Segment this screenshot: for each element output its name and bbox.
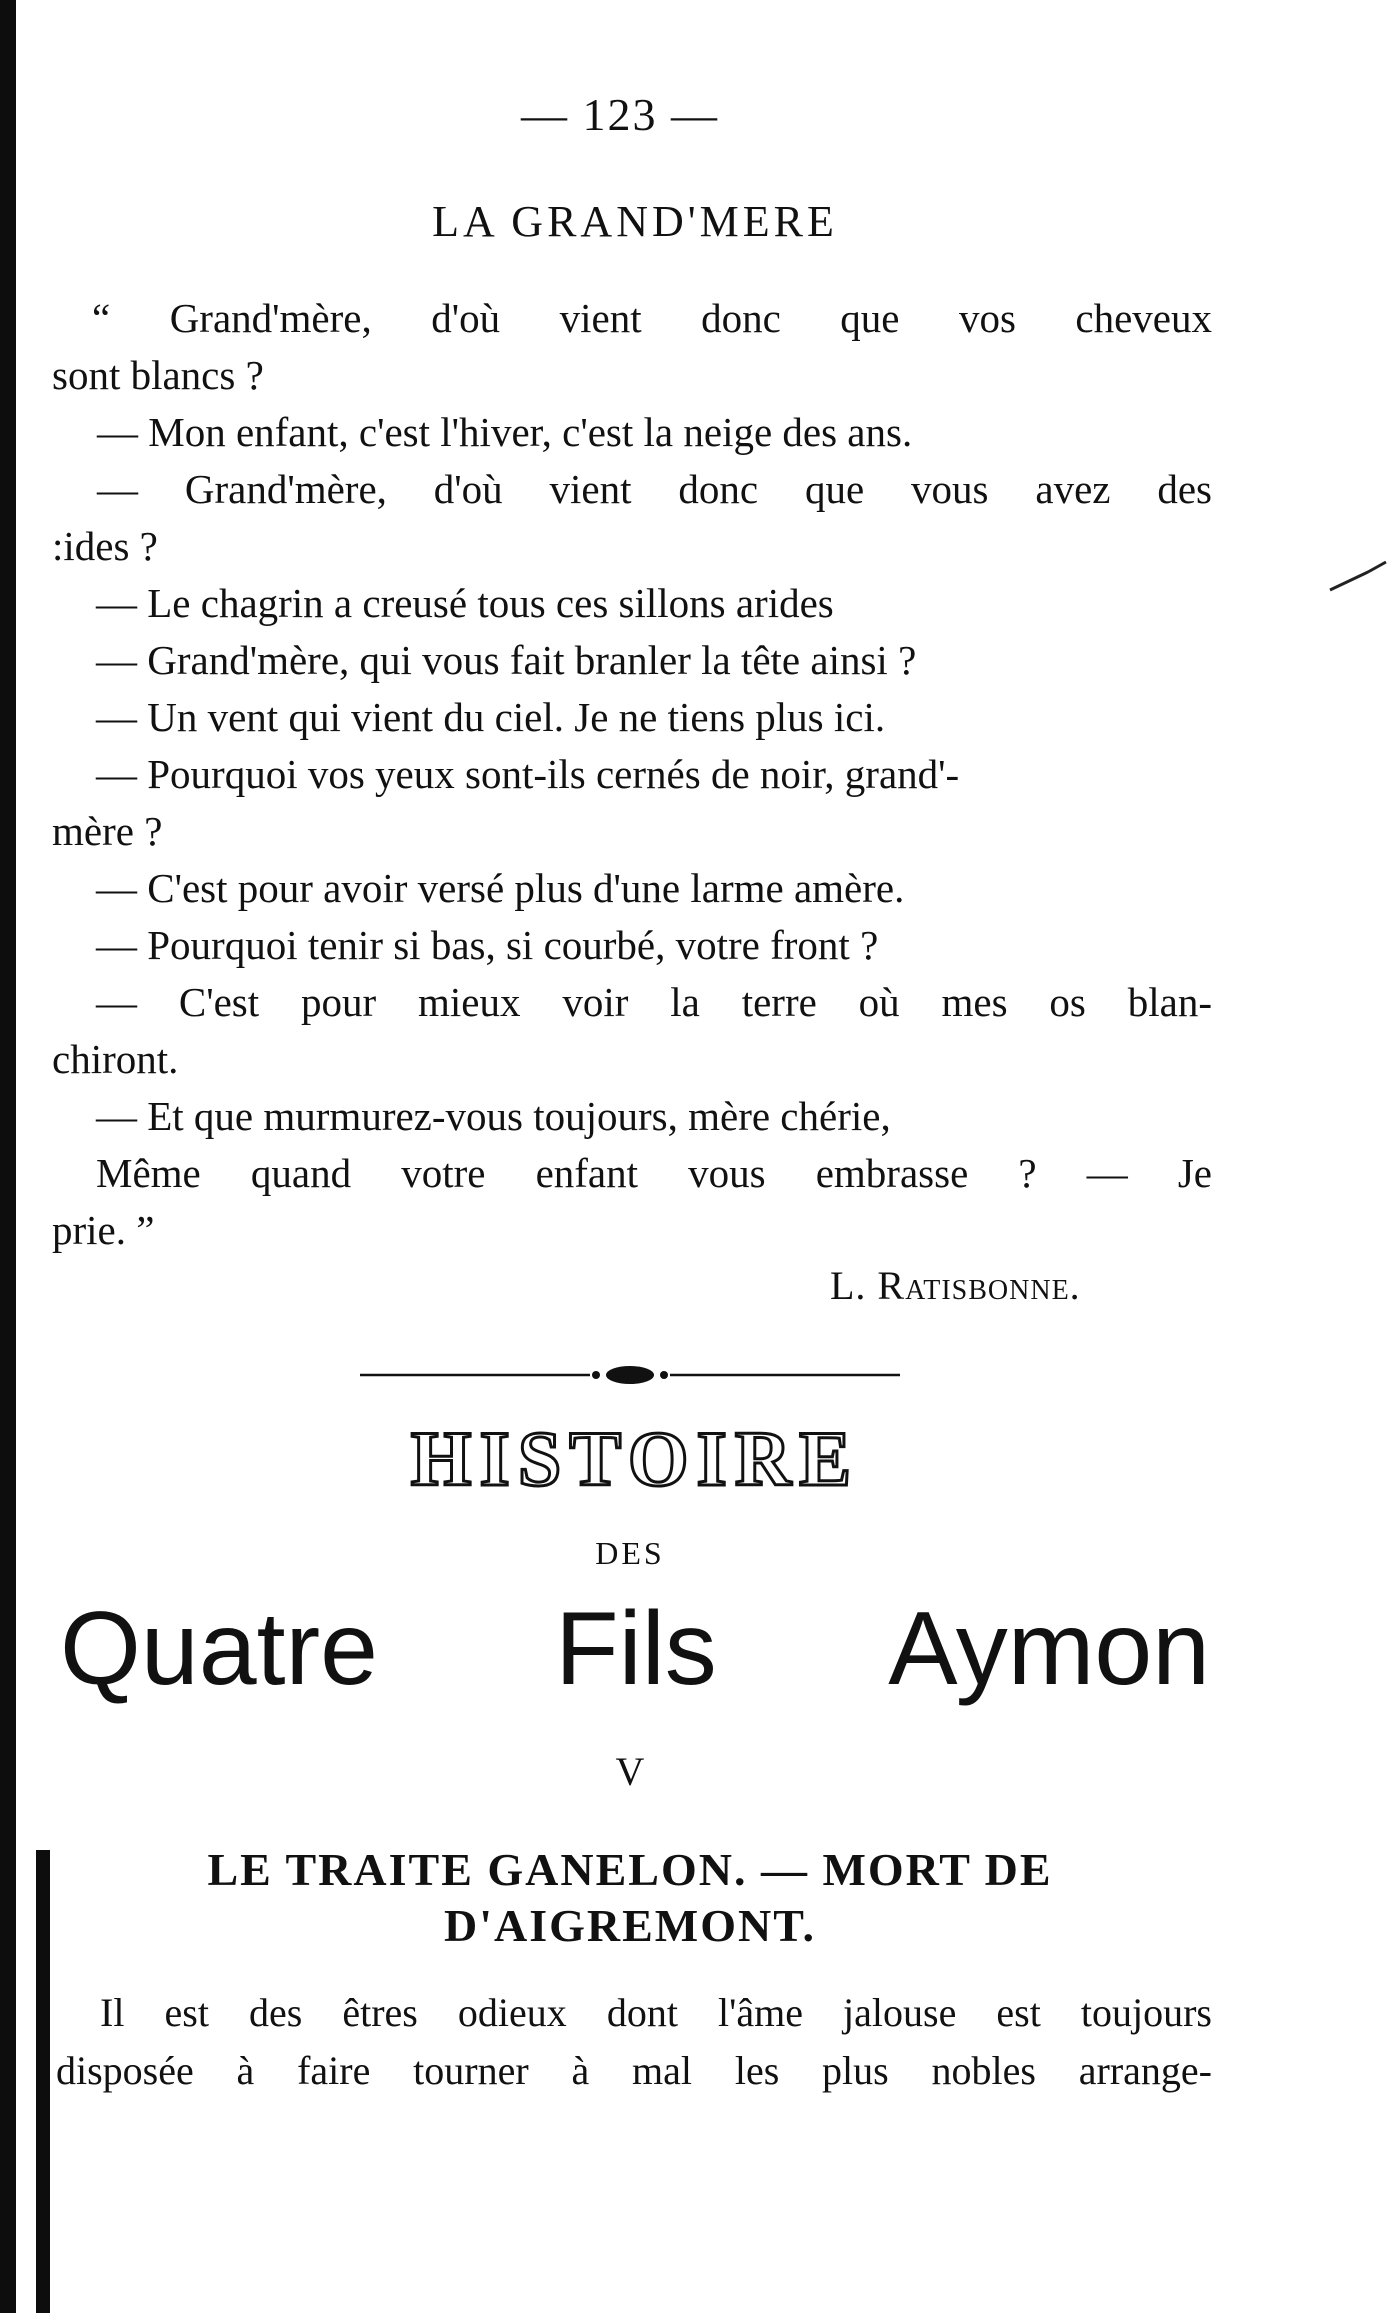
- poem-line: — Pourquoi vos yeux sont-ils cernés de noir, grand'-: [96, 751, 960, 797]
- page-binding-shadow: [36, 1850, 50, 2313]
- poem-line: — Et que murmurez-vous toujours, mère chérie,: [96, 1093, 891, 1139]
- poem-line: — Un vent qui vient du ciel. Je ne tiens plus ici.: [96, 694, 886, 740]
- poem-line: prie. ”: [52, 1207, 155, 1253]
- section-divider-ornament: [360, 1360, 900, 1390]
- poem-line: chiront.: [52, 1036, 179, 1082]
- poem-line: mère ?: [52, 808, 163, 854]
- poem-line: Même quand votre enfant vous embrasse ? — Je: [96, 1150, 1212, 1196]
- poem-body: [52, 290, 1212, 1259]
- prose-line: Il est des êtres odieux dont l'âme jalouse est toujours: [100, 1990, 1212, 2035]
- poem-title: LA GRAND'MERE: [432, 197, 838, 246]
- chapter-title: [150, 1842, 1110, 1954]
- poem-line: — Mon enfant, c'est l'hiver, c'est la neige des ans.: [97, 409, 913, 455]
- section-des: DES: [595, 1535, 665, 1571]
- chapter-title-line: D'AIGREMONT.: [444, 1900, 816, 1951]
- prose-body: [56, 1984, 1212, 2100]
- poem-author: L. Ratisbonne.: [830, 1263, 1081, 1308]
- poem-line: — Pourquoi tenir si bas, si courbé, votre front ?: [96, 922, 879, 968]
- poem-line: — C'est pour avoir versé plus d'une larme amère.: [96, 865, 905, 911]
- page-number: — 123 —: [521, 89, 719, 140]
- poem-line: — Grand'mère, qui vous fait branler la tête ainsi ?: [96, 637, 917, 683]
- poem-line: — Le chagrin a creusé tous ces sillons arides: [96, 580, 834, 626]
- chapter-number: V: [615, 1749, 645, 1794]
- section-heading: HISTOIRE: [410, 1415, 860, 1502]
- chapter-title-line: LE TRAITE GANELON. — MORT DE: [207, 1844, 1053, 1895]
- prose-line: disposée à faire tourner à mal les plus nobles arrange-: [56, 2048, 1212, 2093]
- margin-pencil-mark: [1328, 560, 1388, 600]
- section-subtitle: Quatre Fils Aymon: [60, 1591, 1210, 1707]
- poem-line: — C'est pour mieux voir la terre où mes os blan-: [96, 979, 1212, 1025]
- poem-line: “ Grand'mère, d'où vient donc que vos cheveux: [92, 295, 1212, 341]
- poem-line: :ides ?: [52, 523, 158, 569]
- poem-line: sont blancs ?: [52, 352, 264, 398]
- poem-line: — Grand'mère, d'où vient donc que vous avez des: [97, 466, 1212, 512]
- page-left-edge: [0, 0, 16, 2313]
